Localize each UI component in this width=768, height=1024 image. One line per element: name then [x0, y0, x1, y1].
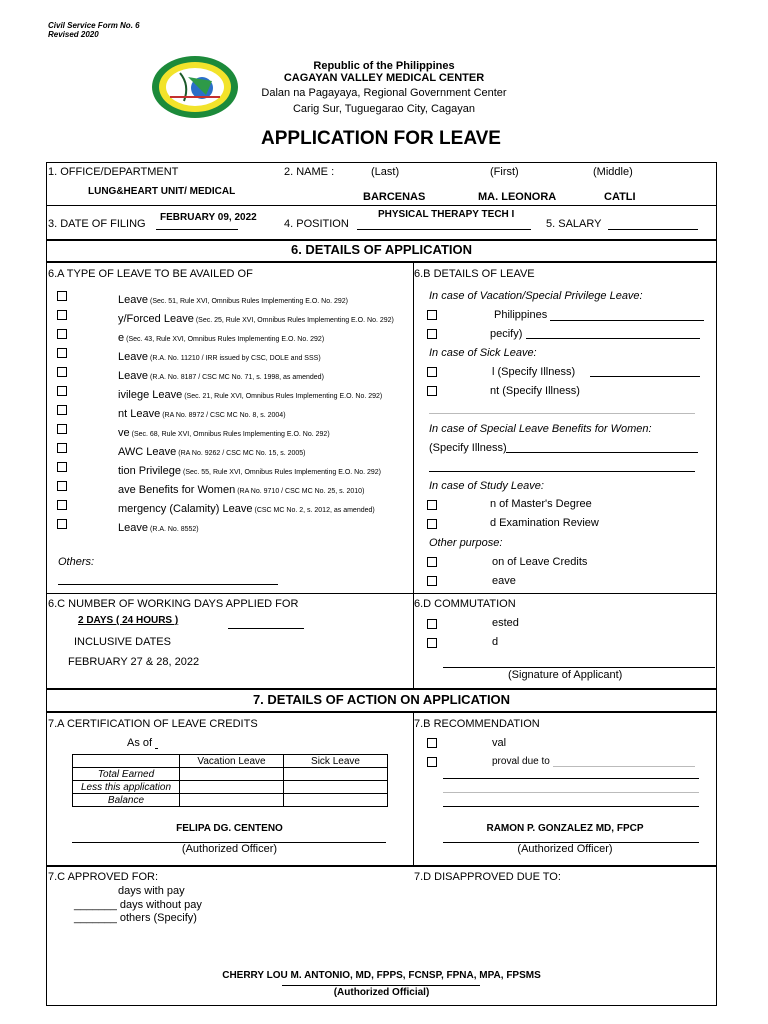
leave-type-checkbox[interactable]: [57, 481, 67, 491]
vacation-within-checkbox[interactable]: [427, 310, 437, 320]
leave-type-reference: (R.A. No. 8552): [149, 526, 199, 533]
leave-type-label: 6.A TYPE OF LEAVE TO BE AVAILED OF: [48, 268, 253, 280]
sick-heading: In case of Sick Leave:: [429, 347, 537, 359]
salary-field[interactable]: [608, 229, 698, 230]
leave-type-reference: (R.A. No. 11210 / IRR issued by CSC, DOLE and SSS): [149, 355, 321, 362]
row-balance: Balance: [73, 794, 180, 807]
position-label: 4. POSITION: [284, 218, 349, 230]
leave-type-checkbox[interactable]: [57, 329, 67, 339]
col-sick-leave: Sick Leave: [284, 755, 388, 768]
recommend-opt-1: val: [492, 737, 507, 749]
row-less-application: Less this application: [73, 781, 180, 794]
leave-type-reference: (R.A. No. 8187 / CSC MC No. 71, s. 1998, as amended): [149, 374, 324, 381]
sick-opt-1: l (Specify Illness): [492, 366, 576, 378]
recommend-approval-checkbox[interactable]: [427, 738, 437, 748]
terminal-leave-checkbox[interactable]: [427, 576, 437, 586]
leave-type-checkbox[interactable]: [57, 462, 67, 472]
leave-type-item: [118, 366, 324, 384]
vacation-opt-2: pecify): [490, 328, 523, 340]
leave-type-name: Leave: [118, 294, 148, 306]
study-bar-checkbox[interactable]: [427, 519, 437, 529]
approved-days-without-pay: _______ days without pay: [74, 899, 202, 911]
signature-line[interactable]: [443, 667, 715, 668]
recommendation-label: 7.B RECOMMENDATION: [414, 718, 540, 730]
name-label: 2. NAME :: [284, 166, 335, 178]
last-name-value[interactable]: BARCENAS: [363, 191, 426, 203]
row-total-earned: Total Earned: [73, 768, 180, 781]
office-value[interactable]: LUNG&HEART UNIT/ MEDICAL: [88, 186, 236, 197]
recommend-disapproval-checkbox[interactable]: [427, 757, 437, 767]
leave-type-item: [118, 385, 382, 403]
authorized-official-name: CHERRY LOU M. ANTONIO, MD, FPPS, FCNSP, FPNA, MPA, FPSMS: [222, 970, 541, 981]
approved-others: _______ others (Specify): [74, 912, 197, 924]
leave-type-name: ve: [118, 427, 130, 439]
leave-type-reference: (RA No. 9710 / CSC MC No. 25, s. 2010): [237, 488, 365, 495]
leave-type-item: [118, 461, 381, 479]
leave-type-name: ave Benefits for Women: [118, 484, 236, 496]
study-opt-2: d Examination Review: [490, 517, 599, 529]
org-address-2: Carig Sur, Tuguegarao City, Cagayan: [292, 103, 475, 115]
leave-type-item: [118, 309, 394, 327]
section-6-heading: 6. DETAILS OF APPLICATION: [290, 242, 473, 257]
republic-text: Republic of the Philippines: [313, 60, 455, 72]
leave-type-checkbox[interactable]: [57, 519, 67, 529]
leave-details-label: 6.B DETAILS OF LEAVE: [414, 268, 535, 280]
working-days-value[interactable]: 2 DAYS ( 24 HOURS ): [78, 615, 179, 626]
leave-type-item: [118, 480, 364, 498]
other-opt-1: on of Leave Credits: [492, 556, 588, 568]
leave-type-checkbox[interactable]: [57, 291, 67, 301]
leave-type-checkbox[interactable]: [57, 348, 67, 358]
approved-days-with-pay: days with pay: [118, 885, 185, 897]
leave-credits-table: [72, 754, 388, 807]
page-title: APPLICATION FOR LEAVE: [261, 128, 501, 149]
leave-type-name: mergency (Calamity) Leave: [118, 503, 253, 515]
leave-type-checkbox[interactable]: [57, 443, 67, 453]
leave-type-item: [118, 423, 330, 441]
commutation-label: 6.D COMMUTATION: [414, 598, 516, 610]
leave-type-reference: (Sec. 51, Rule XVI, Omnibus Rules Implementing E.O. No. 292): [149, 298, 349, 305]
disapproved-label: 7.D DISAPPROVED DUE TO:: [414, 871, 561, 883]
leave-type-item: [118, 518, 199, 536]
leave-type-reference: (Sec. 21, Rule XVI, Omnibus Rules Implementing E.O. No. 292): [184, 393, 383, 400]
sick-opt-2: nt (Specify Illness): [490, 385, 580, 397]
leave-type-name: AWC Leave: [118, 446, 177, 458]
org-name: CAGAYAN VALLEY MEDICAL CENTER: [283, 72, 485, 84]
vacation-opt-1: Philippines: [494, 309, 548, 321]
leave-type-reference: (CSC MC No. 2, s. 2012, as amended): [254, 507, 375, 514]
inclusive-dates-label: INCLUSIVE DATES: [74, 636, 171, 648]
date-of-filing-value[interactable]: FEBRUARY 09, 2022: [160, 212, 257, 223]
certifying-officer-name: FELIPA DG. CENTENO: [176, 823, 283, 834]
leave-type-reference: (Sec. 43, Rule XVI, Omnibus Rules Implementing E.O. No. 292): [126, 336, 325, 343]
leave-type-item: [118, 499, 375, 517]
women-specify: (Specify Illness): [429, 442, 507, 454]
leave-type-name: ivilege Leave: [118, 389, 183, 401]
office-label: 1. OFFICE/DEPARTMENT: [48, 166, 179, 178]
last-name-label: (Last): [371, 166, 400, 178]
women-heading: In case of Special Leave Benefits for Women:: [429, 423, 652, 435]
leave-type-name: nt Leave: [118, 408, 161, 420]
study-masters-checkbox[interactable]: [427, 500, 437, 510]
form-number: Civil Service Form No. 6: [48, 21, 140, 30]
study-heading: In case of Study Leave:: [429, 480, 544, 492]
leave-type-item: [118, 328, 324, 346]
middle-name-label: (Middle): [593, 166, 633, 178]
working-days-label: 6.C NUMBER OF WORKING DAYS APPLIED FOR: [48, 598, 299, 610]
inclusive-dates-value[interactable]: FEBRUARY 27 & 28, 2022: [68, 656, 200, 668]
leave-type-name: Leave: [118, 522, 148, 534]
leave-type-checkbox[interactable]: [57, 367, 67, 377]
commutation-not-requested-checkbox[interactable]: [427, 619, 437, 629]
vacation-heading: In case of Vacation/Special Privilege Leave:: [429, 290, 643, 302]
leave-type-name: tion Privilege: [118, 465, 181, 477]
leave-type-name: Leave: [118, 351, 148, 363]
leave-type-reference: (RA No. 9262 / CSC MC No. 15, s. 2005): [178, 450, 306, 457]
other-purpose-heading: Other purpose:: [429, 537, 503, 549]
date-of-filing-label: 3. DATE OF FILING: [48, 218, 146, 230]
others-label: Others:: [58, 556, 95, 568]
leave-type-checkbox[interactable]: [57, 424, 67, 434]
position-value[interactable]: PHYSICAL THERAPY TECH I: [378, 209, 515, 220]
recommending-officer-name: RAMON P. GONZALEZ MD, FPCP: [486, 823, 644, 834]
recommend-opt-2: proval due to: [492, 756, 550, 767]
other-opt-2: eave: [492, 575, 516, 587]
authorized-official-label: (Authorized Official): [333, 987, 430, 998]
leave-type-item: [118, 290, 348, 308]
leave-type-reference: (Sec. 25, Rule XVI, Omnibus Rules Implementing E.O. No. 292): [195, 317, 394, 324]
leave-type-checkbox[interactable]: [57, 310, 67, 320]
study-opt-1: n of Master's Degree: [490, 498, 592, 510]
first-name-value[interactable]: MA. LEONORA: [478, 191, 557, 203]
sick-outpatient-checkbox[interactable]: [427, 386, 437, 396]
signature-label: (Signature of Applicant): [508, 669, 623, 681]
leave-type-item: [118, 442, 306, 460]
leave-type-reference: (RA No. 8972 / CSC MC No. 8, s. 2004): [162, 412, 286, 419]
others-field[interactable]: [58, 584, 278, 585]
middle-name-value[interactable]: CATLI: [604, 191, 636, 203]
section-7-heading: 7. DETAILS OF ACTION ON APPLICATION: [252, 692, 511, 707]
commutation-requested-checkbox[interactable]: [427, 638, 437, 648]
leave-type-name: e: [118, 332, 125, 344]
leave-type-reference: (Sec. 68, Rule XVI, Omnibus Rules Implementing E.O. No. 292): [131, 431, 330, 438]
approved-for-label: 7.C APPROVED FOR:: [48, 871, 159, 883]
leave-type-reference: (Sec. 55, Rule XVI, Omnibus Rules Implementing E.O. No. 292): [182, 469, 382, 476]
sick-hospital-checkbox[interactable]: [427, 367, 437, 377]
org-address-1: Dalan na Pagayaya, Regional Government Center: [261, 87, 507, 99]
as-of-label: As of: [127, 737, 153, 749]
leave-type-name: Leave: [118, 370, 148, 382]
commutation-opt-1: ested: [492, 617, 519, 629]
vacation-abroad-checkbox[interactable]: [427, 329, 437, 339]
leave-type-name: y/Forced Leave: [118, 313, 194, 325]
leave-type-checkbox[interactable]: [57, 405, 67, 415]
monetization-checkbox[interactable]: [427, 557, 437, 567]
form-revision: Revised 2020: [48, 30, 99, 39]
certifying-officer-label: (Authorized Officer): [181, 843, 278, 855]
first-name-label: (First): [490, 166, 519, 178]
col-vacation-leave: Vacation Leave: [180, 755, 284, 768]
recommending-officer-label: (Authorized Officer): [517, 843, 613, 855]
leave-type-checkbox[interactable]: [57, 500, 67, 510]
leave-type-checkbox[interactable]: [57, 386, 67, 396]
salary-label: 5. SALARY: [546, 218, 602, 230]
commutation-opt-2: d: [492, 636, 499, 648]
leave-type-item: [118, 404, 286, 422]
leave-type-item: [118, 347, 321, 365]
leave-credits-label: 7.A CERTIFICATION OF LEAVE CREDITS: [48, 718, 258, 730]
